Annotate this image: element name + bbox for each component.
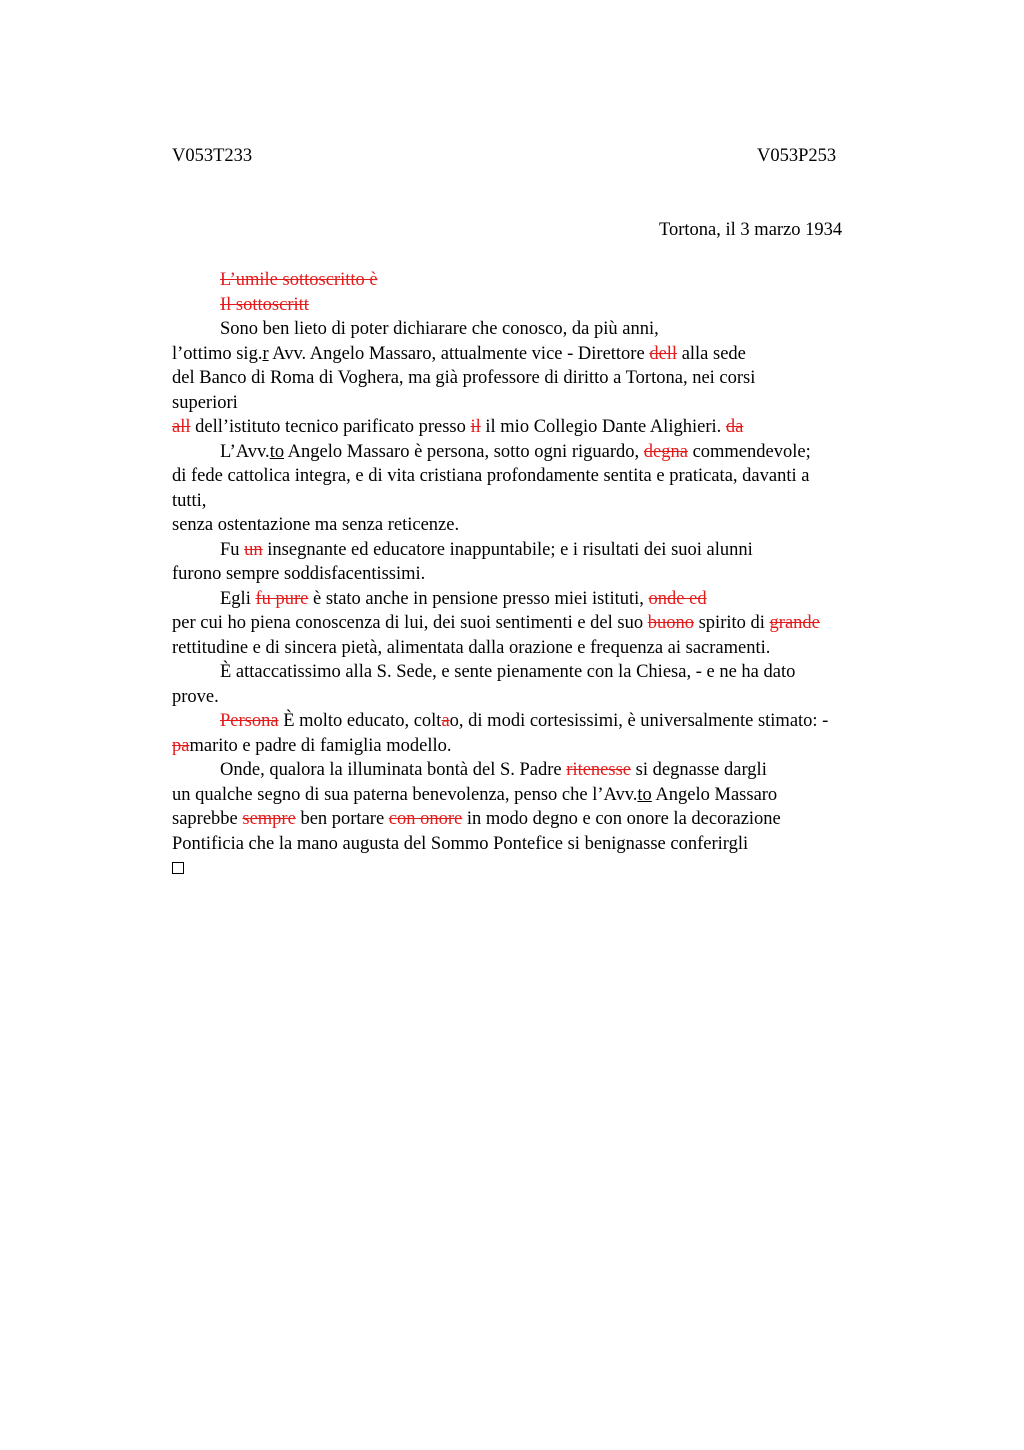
text-run: Sono ben lieto di poter dichiarare che conosco, da più anni, — [220, 319, 659, 339]
text-run: senza ostentazione ma senza reticenze. — [172, 515, 460, 535]
text-run: tutti, — [172, 490, 207, 511]
text-line — [172, 391, 932, 416]
text-line — [172, 415, 932, 440]
text-run: in modo degno e con onore la decorazione — [462, 809, 781, 829]
text-run: marito e padre di famiglia modello. — [189, 735, 452, 756]
text-run: ben portare — [295, 809, 389, 829]
text-run: Pontificia che la mano augusta del Sommo Pontefice si benignasse conferirgli — [172, 833, 749, 854]
deleted-text: il — [470, 417, 481, 437]
end-marker-icon — [172, 862, 184, 874]
underlined-text: r — [262, 343, 269, 364]
text-line — [172, 734, 932, 759]
text-run: rettitudine e di sincera pietà, alimentata dalla orazione e frequenza ai sacramenti. — [172, 637, 771, 658]
text-line — [172, 293, 932, 318]
text-run: del Banco di Roma di Voghera, ma già professore di diritto a Tortona, nei corsi — [172, 368, 756, 388]
text-line — [172, 440, 932, 465]
text-line — [172, 660, 932, 685]
deleted-text: buono — [647, 613, 694, 633]
text-line — [172, 342, 932, 367]
text-line — [172, 464, 932, 489]
text-line — [172, 856, 932, 881]
deleted-text: sempre — [242, 809, 296, 829]
text-line — [172, 366, 932, 391]
text-line — [172, 513, 932, 538]
deleted-text: degna — [643, 441, 688, 462]
deleted-text: un — [244, 539, 263, 560]
text-run: È attaccatissimo alla S. Sede, e sente pienamente con la Chiesa, - e ne ha dato — [220, 662, 796, 682]
text-run: Angelo Massaro — [651, 784, 778, 805]
deleted-text: all — [172, 417, 191, 437]
text-run: dell’istituto tecnico parificato presso — [190, 417, 471, 437]
text-run: Fu — [220, 539, 245, 560]
text-line — [172, 807, 932, 832]
underlined-text: to — [269, 441, 285, 462]
text-line — [172, 758, 932, 783]
text-run: di fede cattolica integra, e di vita cristiana profondamente sentita e praticata, davanti a — [172, 466, 810, 486]
archive-code-left: V053T233 — [172, 146, 253, 166]
text-run: commendevole; — [687, 441, 811, 462]
text-line — [172, 587, 932, 612]
text-run: saprebbe — [172, 809, 243, 829]
text-line — [172, 783, 932, 808]
text-run: superiori — [172, 392, 238, 413]
deleted-text: fu pure — [255, 588, 309, 609]
text-line — [172, 636, 932, 661]
text-run: È molto educato, colt — [278, 711, 442, 731]
deleted-text: dell — [649, 343, 678, 364]
text-run: un qualche segno di sua paterna benevolenza, penso che l’Avv. — [172, 784, 638, 805]
deleted-text: onde ed — [648, 588, 707, 609]
archive-code-right: V053P253 — [757, 146, 837, 166]
deleted-text: L’umile sottoscritto è — [220, 270, 378, 290]
text-run: insegnante ed educatore inappuntabile; e i risultati dei suoi alunni — [262, 539, 753, 560]
deleted-text: grande — [769, 613, 820, 633]
deleted-text: ritenesse — [566, 760, 632, 780]
text-run: si degnasse dargli — [631, 760, 767, 780]
deleted-text: Il sottoscritt — [220, 294, 309, 315]
deleted-text: Persona — [220, 711, 279, 731]
text-run: è stato anche in pensione presso miei istituti, — [308, 588, 649, 609]
letter-body — [172, 268, 932, 881]
deleted-text: da — [725, 417, 744, 437]
text-line — [172, 709, 932, 734]
text-run: o, di modi cortesissimi, è universalmente stimato: - — [449, 711, 829, 731]
text-line — [172, 489, 932, 514]
text-line — [172, 685, 932, 710]
text-run: l’ottimo sig. — [172, 343, 263, 364]
text-run: il mio Collegio Dante Alighieri. — [480, 417, 726, 437]
text-line — [172, 562, 932, 587]
text-run: alla sede — [677, 343, 746, 364]
text-line — [172, 268, 932, 293]
underlined-text: to — [637, 784, 652, 805]
text-run: per cui ho piena conoscenza di lui, dei suoi sentimenti e del suo — [172, 613, 648, 633]
text-run: prove. — [172, 686, 219, 707]
text-run: Angelo Massaro è persona, sotto ogni riguardo, — [284, 441, 644, 462]
text-line — [172, 832, 932, 857]
text-run: Onde, qualora la illuminata bontà del S. Padre — [220, 760, 567, 780]
deleted-text: a — [441, 711, 450, 731]
text-line — [172, 538, 932, 563]
text-run: furono sempre soddisfacentissimi. — [172, 564, 426, 584]
text-line — [172, 611, 932, 636]
letter-date: Tortona, il 3 marzo 1934 — [659, 220, 843, 240]
deleted-text: pa — [172, 735, 190, 756]
text-run: Avv. Angelo Massaro, attualmente vice - Direttore — [268, 343, 650, 364]
text-line — [172, 317, 932, 342]
text-run: Egli — [220, 588, 256, 609]
text-run: L’Avv. — [220, 441, 270, 462]
text-run: spirito di — [693, 613, 770, 633]
deleted-text: con onore — [388, 809, 463, 829]
